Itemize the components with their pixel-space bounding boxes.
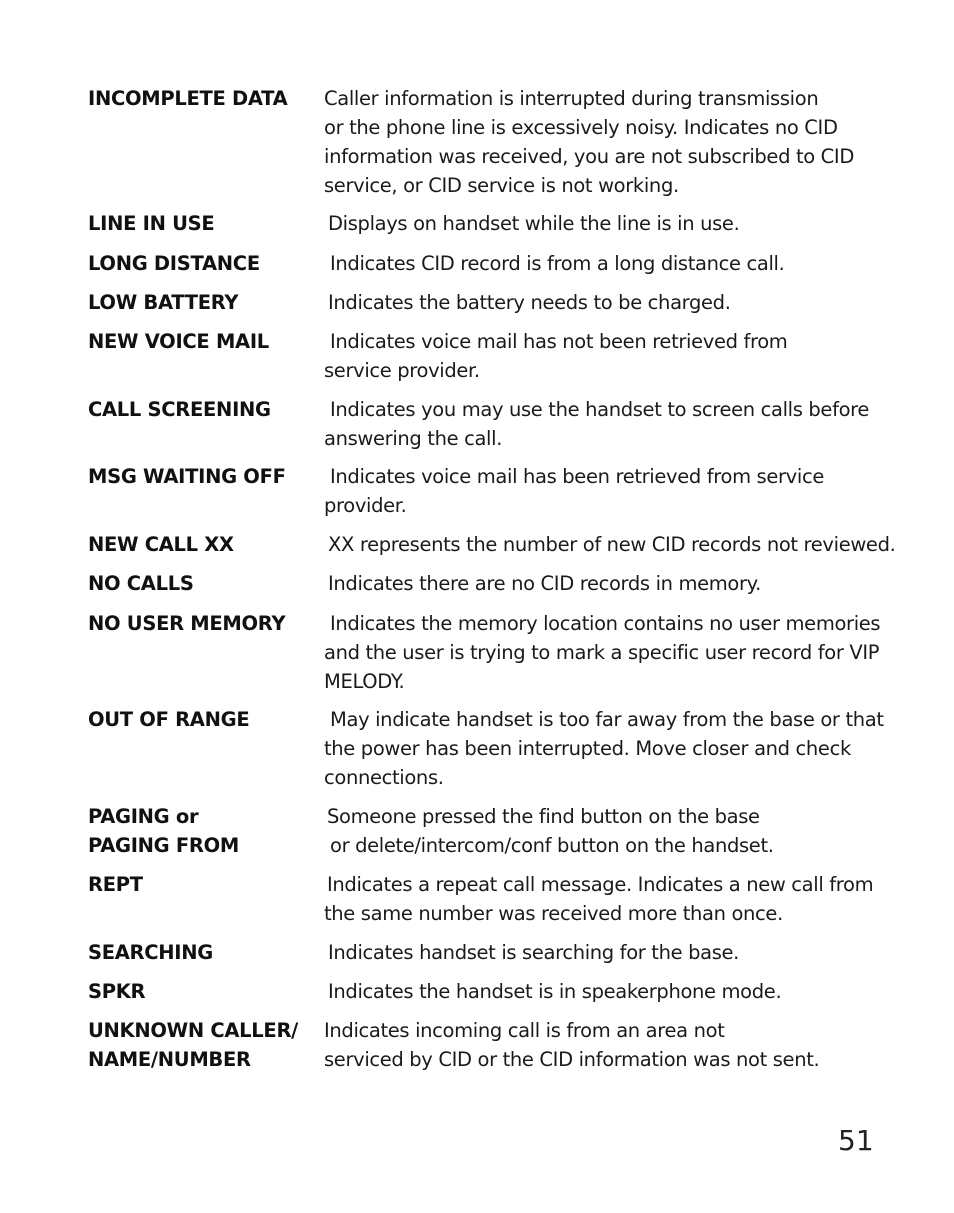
entry-term-line: LONG DISTANCE [88, 252, 260, 275]
entry-term-line: NAME/NUMBER [88, 1048, 251, 1071]
entry-desc-line: Indicates a repeat call message. Indicates a new call from [327, 873, 874, 896]
entry-term [88, 609, 318, 638]
entry-term [88, 705, 318, 734]
entry-description [324, 977, 888, 1006]
entry-desc-line: or delete/intercom/conf button on the handset. [330, 834, 774, 857]
entry-term [88, 209, 318, 238]
entry-description [324, 288, 888, 317]
entry-description [324, 938, 888, 967]
entry-term-line: OUT OF RANGE [88, 708, 250, 731]
entry-desc-line: Displays on handset while the line is in use. [328, 212, 740, 235]
entry-term [88, 870, 318, 899]
entry-term-line: PAGING or [88, 805, 199, 828]
entry-description [324, 209, 888, 238]
entry-desc-line: answering the call. [324, 427, 503, 450]
entry-term-line: NEW VOICE MAIL [88, 330, 269, 353]
entry-desc-line: and the user is trying to mark a specific user record for VIP [324, 641, 880, 664]
entry-term [88, 84, 318, 113]
entry-term-line: NEW CALL XX [88, 533, 234, 556]
entry-description [324, 249, 890, 278]
entry-term-line: LOW BATTERY [88, 291, 239, 314]
entry-description [324, 327, 884, 385]
entry-desc-line: or the phone line is excessively noisy. Indicates no CID [324, 116, 838, 139]
entry-desc-line: the power has been interrupted. Move closer and check [324, 737, 851, 760]
entry-term [88, 1016, 318, 1074]
entry-description [324, 395, 884, 453]
entry-desc-line: information was received, you are not subscribed to CID [324, 145, 854, 168]
entry-description [324, 609, 884, 696]
entry-desc-line: the same number was received more than once. [324, 902, 783, 925]
entry-desc-line: Indicates voice mail has been retrieved from service [330, 465, 824, 488]
entry-term-line: INCOMPLETE DATA [88, 87, 288, 110]
entry-desc-line: service provider. [324, 359, 480, 382]
entry-desc-line: Caller information is interrupted during transmission [324, 87, 819, 110]
entry-description [324, 1016, 884, 1074]
entry-term-line: SEARCHING [88, 941, 213, 964]
page-number: 51 [838, 1124, 874, 1157]
entry-term-line: MSG WAITING OFF [88, 465, 286, 488]
entry-term [88, 569, 318, 598]
entry-term [88, 327, 318, 356]
entry-desc-line: service, or CID service is not working. [324, 174, 679, 197]
entry-description [324, 462, 884, 520]
entry-term-line: SPKR [88, 980, 146, 1003]
entry-desc-line: Someone pressed the find button on the base [327, 805, 760, 828]
entry-desc-line: Indicates incoming call is from an area not [324, 1019, 725, 1042]
entry-desc-line: Indicates the battery needs to be charged. [328, 291, 731, 314]
entry-description [324, 705, 884, 792]
entry-description [324, 84, 884, 200]
entry-desc-line: Indicates CID record is from a long distance call. [330, 252, 785, 275]
entry-term [88, 977, 318, 1006]
entry-term [88, 395, 318, 424]
entry-desc-line: Indicates handset is searching for the base. [328, 941, 740, 964]
entry-desc-line: Indicates voice mail has not been retrieved from [330, 330, 788, 353]
entry-description [324, 569, 888, 598]
entry-description [324, 530, 896, 559]
entry-desc-line: Indicates the handset is in speakerphone mode. [328, 980, 782, 1003]
entry-term-line: CALL SCREENING [88, 398, 271, 421]
entry-desc-line: Indicates there are no CID records in memory. [328, 572, 761, 595]
entry-term [88, 802, 318, 860]
entry-term-line: NO CALLS [88, 572, 194, 595]
entry-term [88, 249, 318, 278]
entry-desc-line: May indicate handset is too far away from the base or that [330, 708, 884, 731]
entry-desc-line: XX represents the number of new CID records not reviewed. [328, 533, 896, 556]
entry-desc-line: MELODY. [324, 670, 405, 693]
entry-desc-line: provider. [324, 494, 407, 517]
entry-desc-line: serviced by CID or the CID information was not sent. [324, 1048, 820, 1071]
entry-term-line: NO USER MEMORY [88, 612, 286, 635]
entry-description [324, 870, 884, 928]
entry-term-line: LINE IN USE [88, 212, 215, 235]
entry-term-line: PAGING FROM [88, 834, 239, 857]
entry-term [88, 288, 318, 317]
entry-desc-line: connections. [324, 766, 444, 789]
entry-desc-line: Indicates the memory location contains no user memories [330, 612, 881, 635]
entry-term [88, 938, 318, 967]
entry-desc-line: Indicates you may use the handset to screen calls before [330, 398, 870, 421]
entry-term [88, 462, 318, 491]
entry-term [88, 530, 318, 559]
entry-term-line: UNKNOWN CALLER/ [88, 1019, 298, 1042]
entry-description [324, 802, 884, 860]
entry-term-line: REPT [88, 873, 143, 896]
